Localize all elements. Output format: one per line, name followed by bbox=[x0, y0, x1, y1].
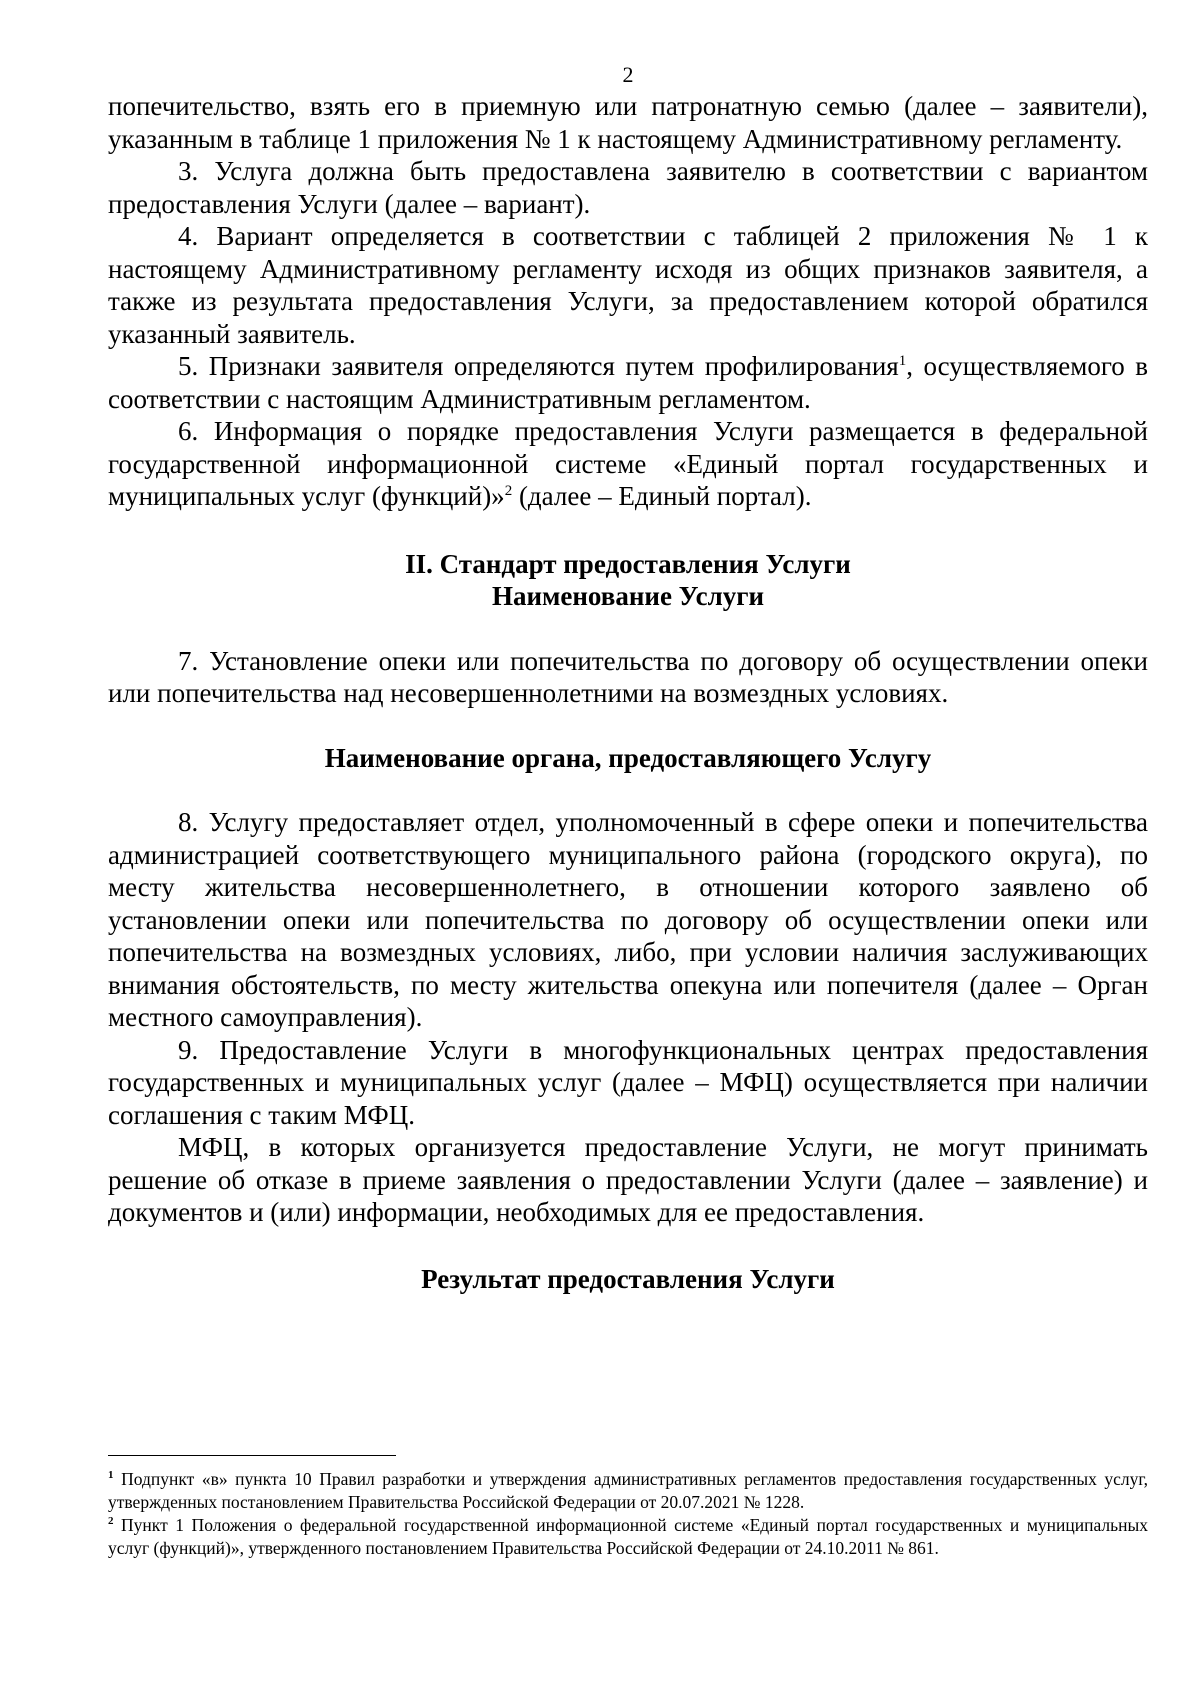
footnote-1-mark: 1 bbox=[108, 1469, 114, 1482]
paragraph-6-text: Информация о порядке предоставления Услуги размещается в федеральной государственной информационной системе «Единый портал государственных и муниципальных услуг (функций)» bbox=[108, 416, 1148, 511]
paragraph-4-number: 4. bbox=[178, 221, 199, 251]
paragraph-7 bbox=[108, 645, 1148, 710]
paragraph-5-text-end: , осуществляемого в соответствии с настоящим Административным регламентом. bbox=[108, 351, 1149, 414]
paragraph-5 bbox=[108, 350, 1148, 415]
footnote-2 bbox=[108, 1514, 1148, 1560]
paragraph-9-number: 9. bbox=[178, 1034, 199, 1065]
paragraph-6-text-end: (далее – Единый портал). bbox=[512, 481, 812, 511]
paragraph-3-number: 3. bbox=[178, 156, 199, 186]
footnote-1-text: Подпункт «в» пункта 10 Правил разработки и утверждения административных регламентов предоставления государственных услуг, утвержденных постановлением Правительства Российской Федерации от 20.07.2021 № 1228. bbox=[108, 1469, 1148, 1512]
paragraph-9-continued: МФЦ, в которых организуется предоставление Услуги, не могут принимать решение об отказе в приеме заявления о предоставлении Услуги (далее – заявление) и документов и (или) информации, необходимых для ее предоставления. bbox=[108, 1132, 1148, 1227]
footnote-ref-1[interactable]: 1 bbox=[898, 353, 907, 369]
document-page bbox=[108, 60, 1148, 1295]
paragraph-5-text: Признаки заявителя определяются путем профилирования bbox=[208, 351, 899, 381]
paragraph-5-number: 5. bbox=[178, 351, 199, 381]
footnote-ref-2[interactable]: 2 bbox=[504, 483, 513, 499]
section-subtitle: Наименование Услуги bbox=[491, 581, 765, 611]
section-title: II. Стандарт предоставления Услуги bbox=[405, 548, 851, 579]
paragraph-3-text: Услуга должна быть предоставлена заявителю в соответствии с вариантом предоставления Услуги (далее – вариант). bbox=[108, 156, 1149, 219]
paragraph-8-number: 8. bbox=[178, 807, 199, 837]
footnote-2-mark: 2 bbox=[108, 1515, 114, 1528]
paragraph-7-text: Установление опеки или попечительства по договору об осуществлении опеки или попечительства над несовершеннолетними на возмездных условиях. bbox=[108, 645, 1148, 708]
paragraph-7-number: 7. bbox=[178, 645, 199, 676]
paragraph-9 bbox=[108, 1034, 1148, 1132]
footnote-separator bbox=[108, 1455, 396, 1456]
footnote-1 bbox=[108, 1468, 1148, 1514]
heading-organ: Наименование органа, предоставляющего Услугу bbox=[324, 742, 932, 773]
paragraph-6-number: 6. bbox=[178, 416, 199, 446]
heading-result: Результат предоставления Услуги bbox=[421, 1263, 835, 1294]
footnote-2-text: Пункт 1 Положения о федеральной государственной информационной системе «Единый портал государственных и муниципальных услуг (функций)», утвержденного постановлением Правительства Российской Федерации от 24.10.2011 № 861. bbox=[108, 1515, 1148, 1558]
paragraph-6 bbox=[108, 415, 1148, 513]
paragraph-4-text: Вариант определяется в соответствии с таблицей 2 приложения № 1 к настоящему Административному регламенту исходя из общих признаков заявителя, а также из результата предоставления Услуги, за предоставлением которой обратился указанный заявитель. bbox=[108, 221, 1148, 349]
section-2-heading bbox=[108, 548, 1148, 613]
footnotes bbox=[108, 1468, 1148, 1560]
paragraph-3 bbox=[108, 155, 1148, 220]
paragraph-8-text: Услугу предоставляет отдел, уполномоченный в сфере опеки и попечительства администрацией соответствующего муниципального района (городского округа), по месту жительства несовершеннолетнего, в отношении которого заявлено об установлении опеки или попечительства по договору об осуществлении опеки или попечительства на возмездных условиях, либо, при условии наличия заслуживающих внимания обстоятельств, по месту жительства опекуна или попечителя (далее – Орган местного самоуправления). bbox=[108, 807, 1148, 1032]
page-number: 2 bbox=[622, 62, 634, 87]
intro-paragraph: попечительство, взять его в приемную или патронатную семью (далее – заявители), указанным в таблице 1 приложения № 1 к настоящему Административному регламенту. bbox=[108, 91, 1148, 154]
paragraph-9-text: Предоставление Услуги в многофункциональных центрах предоставления государственных и муниципальных услуг (далее – МФЦ) осуществляется при наличии соглашения с таким МФЦ. bbox=[108, 1034, 1148, 1130]
paragraph-8 bbox=[108, 806, 1148, 1034]
paragraph-4 bbox=[108, 220, 1148, 350]
